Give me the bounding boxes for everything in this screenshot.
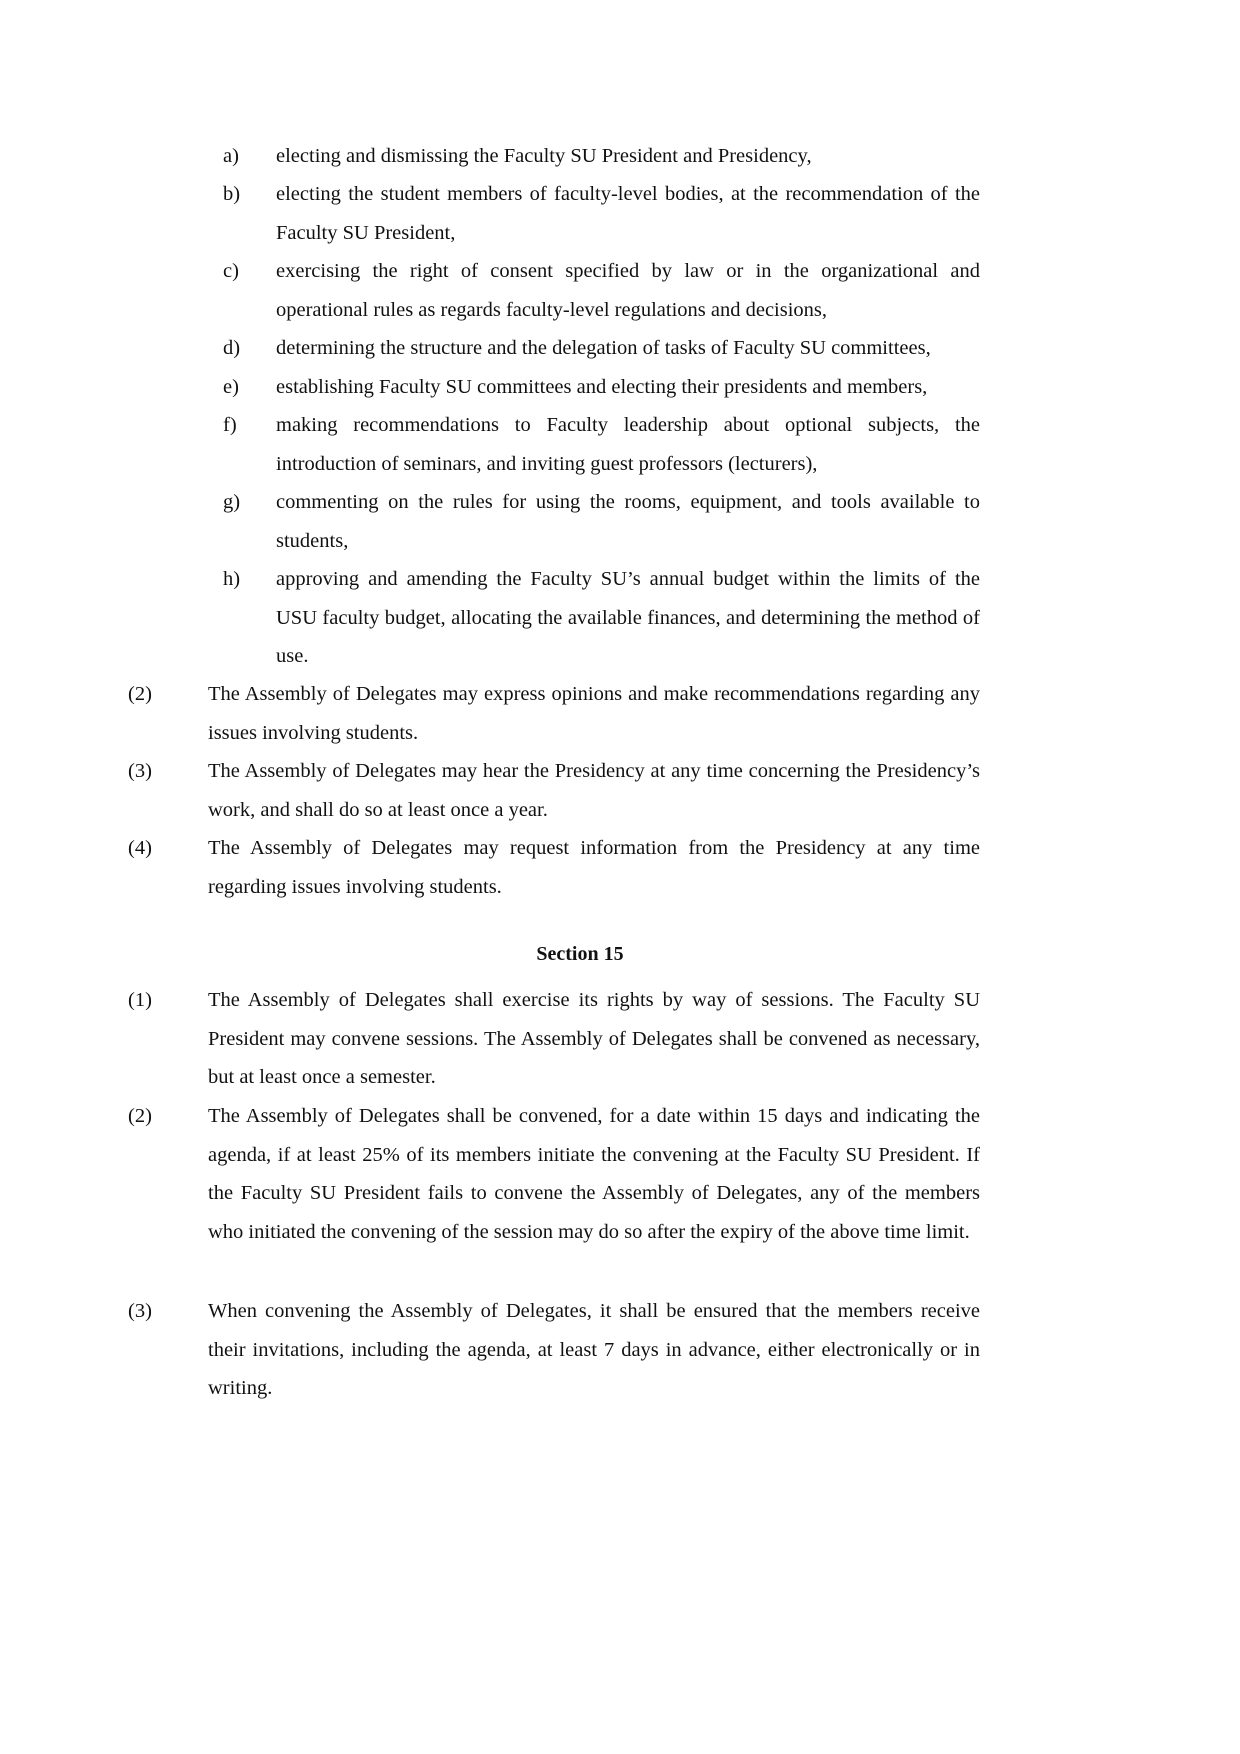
- paragraph-label: (2): [128, 1105, 152, 1127]
- subitem-text: approving and amending the Faculty SU’s annual budget within the limits of the USU faculty budget, allocating the available finances, and determining the method of use.: [276, 568, 980, 668]
- subitem-text: determining the structure and the delegation of tasks of Faculty SU committees,: [276, 337, 931, 359]
- subitem-label: e): [223, 376, 239, 398]
- subitem-text: commenting on the rules for using the rooms, equipment, and tools available to students,: [276, 491, 980, 552]
- paragraph-text: The Assembly of Delegates may hear the Presidency at any time concerning the Presidency’s work, and shall do so at least once a year.: [208, 760, 980, 821]
- subitem-text: making recommendations to Faculty leadership about optional subjects, the introduction of seminars, and inviting guest professors (lecturers),: [276, 414, 980, 475]
- subitem-label: b): [223, 183, 241, 205]
- paragraph-label: (2): [128, 683, 152, 705]
- subitem-label: a): [223, 145, 239, 167]
- section-heading: Section 15: [536, 943, 624, 965]
- paragraph-text: The Assembly of Delegates may express opinions and make recommendations regarding any issues involving students.: [208, 683, 980, 744]
- subitem-label: c): [223, 260, 239, 282]
- subitem-label: f): [223, 414, 237, 436]
- subitem-label: g): [223, 491, 241, 513]
- paragraph-text: The Assembly of Delegates may request information from the Presidency at any time regarding issues involving students.: [208, 837, 980, 898]
- subitem-text: exercising the right of consent specified by law or in the organizational and operational rules as regards faculty-level regulations and decisions,: [276, 260, 980, 321]
- paragraph-label: (3): [128, 760, 152, 782]
- subitem-label: d): [223, 337, 241, 359]
- paragraph-text: The Assembly of Delegates shall exercise its rights by way of sessions. The Faculty SU President may convene sessions. The Assembly of Delegates shall be convened as necessary, but at least once a semester.: [208, 989, 980, 1089]
- subitem-label: h): [223, 568, 241, 590]
- paragraph-label: (1): [128, 989, 152, 1011]
- subitem-text: electing the student members of faculty-level bodies, at the recommendation of the Faculty SU President,: [276, 183, 980, 244]
- subitem-text: establishing Faculty SU committees and electing their presidents and members,: [276, 376, 928, 398]
- paragraph-text: When convening the Assembly of Delegates, it shall be ensured that the members receive their invitations, including the agenda, at least 7 days in advance, either electronically or in writing.: [208, 1300, 980, 1400]
- paragraph-text: The Assembly of Delegates shall be convened, for a date within 15 days and indicating the agenda, if at least 25% of its members initiate the convening at the Faculty SU President. If the Faculty SU President fails to convene the Assembly of Delegates, any of the members who initiated the convening of the session may do so after the expiry of the above time limit.: [208, 1105, 980, 1243]
- paragraph-label: (4): [128, 837, 152, 859]
- paragraph-label: (3): [128, 1300, 152, 1322]
- subitem-text: electing and dismissing the Faculty SU President and Presidency,: [276, 145, 812, 167]
